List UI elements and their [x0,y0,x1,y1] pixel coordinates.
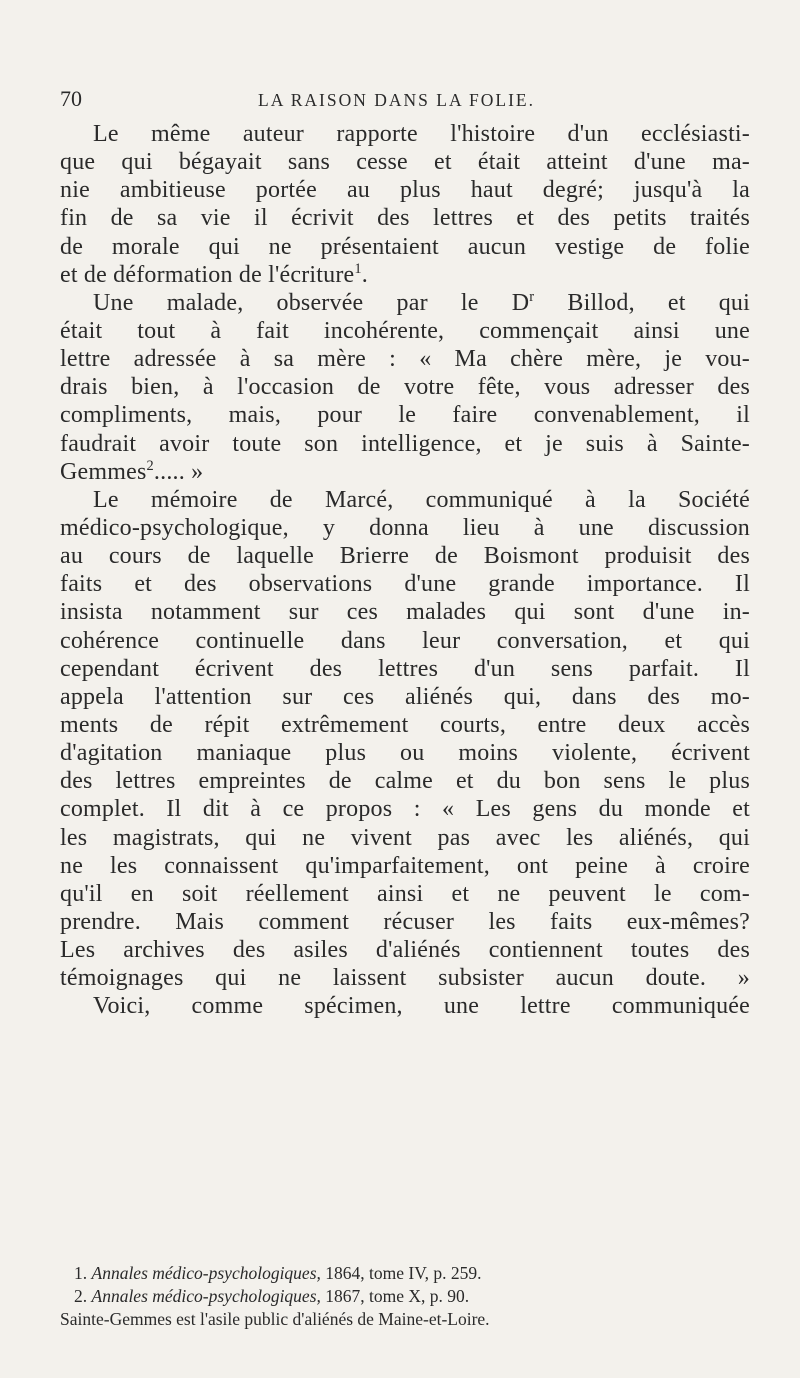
text-line: drais bien, à l'occasion de votre fête, vous adresser des [60,374,750,401]
footnote-journal-title: Annales médico-psychologiques, [91,1263,321,1283]
text-line: lettre adressée à sa mère : « Ma chère mère, je vou- [60,346,750,373]
line-text: Une malade, observée par le D [93,289,530,316]
text-line: témoignages qui ne laissent subsister aucun doute. » [60,965,750,992]
footnote-ref-2: 2 [146,457,154,474]
text-line: cependant écrivent des lettres d'un sens parfait. Il [60,655,750,682]
text-line: insista notamment sur ces malades qui sont d'une in- [60,599,750,626]
text-line: Voici, comme spécimen, une lettre communiquée [93,993,750,1020]
running-title: LA RAISON DANS LA FOLIE. [258,90,535,110]
text-line: nie ambitieuse portée au plus haut degré; jusqu'à la [60,177,750,204]
line-text-end: Billod, et qui [534,289,750,316]
text-line: ments de répit extrêmement courts, entre deux accès [60,711,750,738]
text-line [60,261,750,289]
text-line [60,458,750,486]
footnotes [60,1262,750,1331]
page-header [60,86,740,116]
text-line: qu'il en soit réellement ainsi et ne peuvent le com- [60,880,750,907]
text-line: faits et des observations d'une grande importance. Il [60,571,750,598]
footnote-2 [60,1285,750,1308]
footnote-journal-title: Annales médico-psychologiques, [91,1286,321,1306]
footnote-number: 1. [74,1263,88,1283]
text-line: fin de sa vie il écrivit des lettres et des petits traités [60,205,750,232]
line-text-end: . [361,261,368,288]
text-line: complet. Il dit à ce propos : « Les gens du monde et [60,796,750,823]
text-line: appela l'attention sur ces aliénés qui, dans des mo- [60,683,750,710]
text-line: médico-psychologique, y donna lieu à une discussion [60,514,750,541]
text-line: les magistrats, qui ne vivent pas avec les aliénés, qui [60,824,750,851]
text-line: ne les connaissent qu'imparfaitement, ont peine à croire [60,852,750,879]
text-line: cohérence continuelle dans leur conversation, et qui [60,627,750,654]
text-line: compliments, mais, pour le faire convenablement, il [60,402,750,429]
body-text [60,120,750,1021]
text-line [60,289,750,317]
text-line: prendre. Mais comment récuser les faits eux-mêmes? [60,908,750,935]
line-text-end: ..... » [153,458,204,485]
footnote-2-continuation: Sainte-Gemmes est l'asile public d'aliénés de Maine-et-Loire. [60,1309,490,1329]
doctor-abbrev-sup: r [529,288,535,305]
text-line: Le même auteur rapporte l'histoire d'un ecclésiasti- [93,121,750,147]
text-line: d'agitation maniaque plus ou moins violente, écrivent [60,740,750,767]
text-line: Le mémoire de Marcé, communiqué à la Société [93,486,750,513]
footnote-number: 2. [74,1286,88,1306]
footnote-ref-1: 1 [354,260,362,277]
text-line: que qui bégayait sans cesse et était atteint d'une ma- [60,149,750,176]
line-text: et de déformation de l'écriture [60,261,355,288]
text-line: était tout à fait incohérente, commençait ainsi une [60,317,750,344]
page-number: 70 [60,86,82,111]
text-line: de morale qui ne présentaient aucun vestige de folie [60,233,750,260]
text-line: Les archives des asiles d'aliénés contiennent toutes des [60,937,750,964]
footnote-citation: 1864, tome IV, p. 259. [325,1263,482,1283]
line-text: Gemmes [60,458,147,485]
footnote-citation: 1867, tome X, p. 90. [325,1286,470,1306]
footnote-1 [60,1262,750,1285]
text-line: faudrait avoir toute son intelligence, et je suis à Sainte- [60,430,750,457]
text-line: au cours de laquelle Brierre de Boismont produisit des [60,543,750,570]
text-line: des lettres empreintes de calme et du bon sens le plus [60,768,750,795]
